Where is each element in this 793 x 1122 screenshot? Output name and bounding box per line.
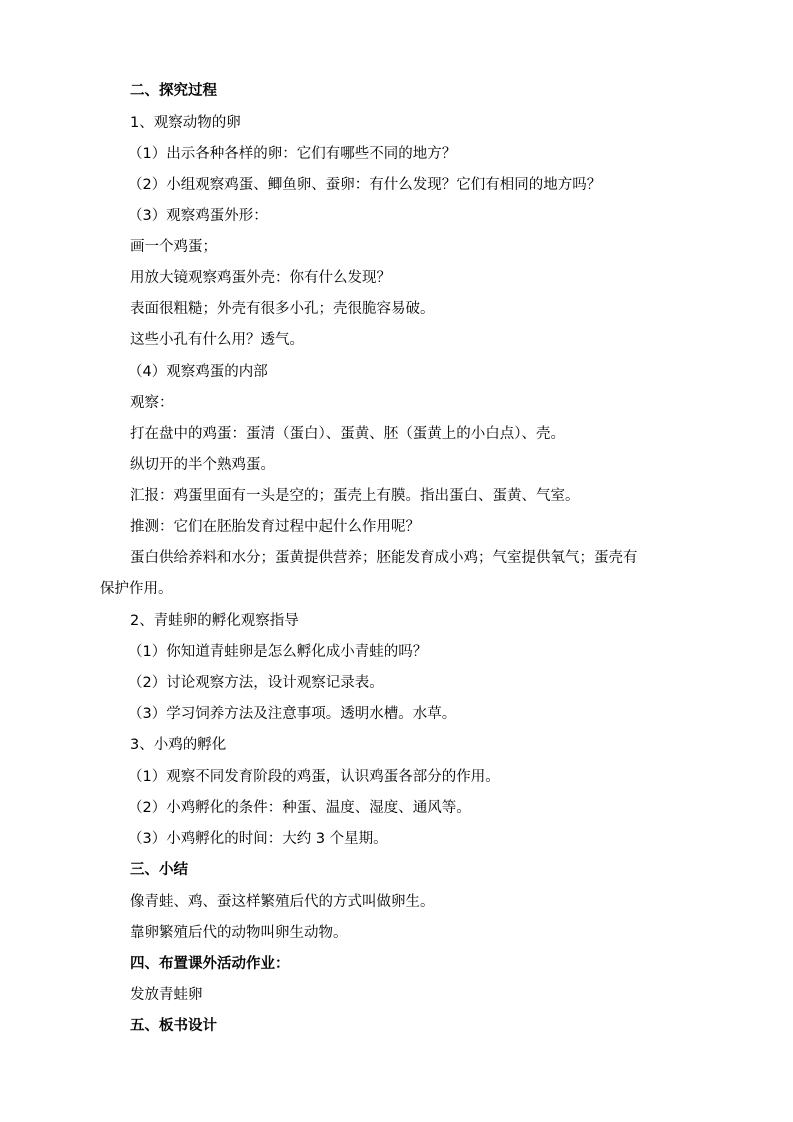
subheading-chick-hatching: 3、小鸡的孵化	[130, 737, 227, 753]
subheading-observe-eggs: 1、观察动物的卵	[130, 115, 241, 131]
paragraph-line: 靠卵繁殖后代的动物叫卵生动物。	[130, 925, 348, 941]
paragraph-line: （2）小组观察鸡蛋、鲫鱼卵、蚕卵：有什么发现？它们有相同的地方吗？	[128, 177, 602, 193]
paragraph-line: 纵切开的半个熟鸡蛋。	[130, 457, 275, 473]
paragraph-line: （3）小鸡孵化的时间：大约 3 个星期。	[128, 831, 388, 847]
paragraph-line: 发放青蛙卵	[130, 987, 203, 1003]
paragraph-line: 推测：它们在胚胎发育过程中起什么作用呢？	[130, 519, 420, 535]
paragraph-line: （4）观察鸡蛋的内部	[128, 364, 268, 380]
paragraph-line: （3）观察鸡蛋外形：	[128, 208, 268, 224]
paragraph-line: 画一个鸡蛋；	[130, 239, 217, 255]
paragraph-line: 汇报：鸡蛋里面有一头是空的；蛋壳上有膜。指出蛋白、蛋黄、气室。	[130, 488, 580, 504]
paragraph-line: 这些小孔有什么用？透气。	[130, 332, 304, 348]
paragraph-line: （1）出示各种各样的卵：它们有哪些不同的地方？	[128, 146, 457, 162]
paragraph-line: 用放大镜观察鸡蛋外壳：你有什么发现？	[130, 270, 391, 286]
paragraph-line: （2）小鸡孵化的条件：种蛋、温度、湿度、通风等。	[128, 800, 471, 816]
section-heading-homework: 四、布置课外活动作业：	[130, 956, 290, 972]
paragraph-line: （1）观察不同发育阶段的鸡蛋，认识鸡蛋各部分的作用。	[128, 769, 500, 785]
paragraph-line: （2）讨论观察方法，设计观察记录表。	[128, 675, 384, 691]
paragraph-line: 表面很粗糙；外壳有很多小孔；壳很脆容易破。	[130, 301, 435, 317]
paragraph-line: 蛋白供给养料和水分；蛋黄提供营养；胚能发育成小鸡；气室提供氧气；蛋壳有	[130, 550, 638, 566]
paragraph-line: （1）你知道青蛙卵是怎么孵化成小青蛙的吗？	[128, 644, 428, 660]
section-heading-board-design: 五、板书设计	[130, 1018, 217, 1034]
paragraph-line: 像青蛙、鸡、蚕这样繁殖后代的方式叫做卵生。	[130, 894, 435, 910]
paragraph-line: （3）学习饲养方法及注意事项。透明水槽。水草。	[128, 706, 457, 722]
paragraph-line: 保护作用。	[100, 581, 173, 597]
subheading-frog-eggs: 2、青蛙卵的孵化观察指导	[130, 613, 299, 629]
paragraph-line: 观察：	[130, 395, 174, 411]
section-heading-summary: 三、小结	[130, 862, 188, 878]
section-heading-inquiry-process: 二、探究过程	[130, 83, 217, 99]
paragraph-line: 打在盘中的鸡蛋：蛋清（蛋白）、蛋黄、胚（蛋黄上的小白点）、壳。	[130, 426, 565, 442]
